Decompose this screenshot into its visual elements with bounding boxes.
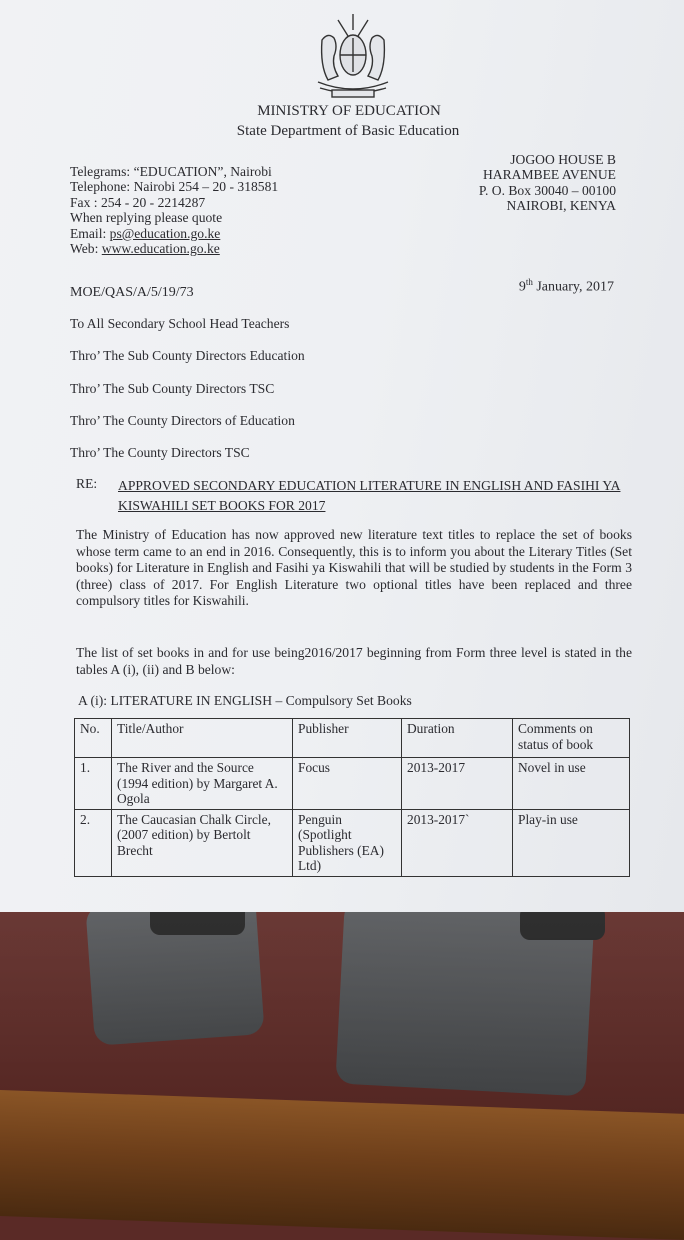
address-line-3: P. O. Box 30040 – 00100 [478,182,616,198]
email-address: ps@education.go.ke [109,225,221,241]
telegrams-line: Telegrams: “EDUCATION”, Nairobi [70,164,272,179]
date-suffix: th [525,277,533,287]
cell-comments: Novel in use [513,758,630,810]
cell-no: 1. [75,758,112,810]
subject-text: APPROVED SECONDARY EDUCATION LITERATURE IN ENGLISH AND FASIHI YA KISWAHILI SET BOOKS FOR 2017 [118,478,621,513]
web-address: www.education.go.ke [101,241,220,257]
postal-address [479,152,616,214]
recipient-line: Thro’ The Sub County Directors Education [70,348,305,363]
table-row [75,758,630,810]
cell-duration: 2013-2017 [402,758,513,810]
recipient-line: Thro’ The County Directors TSC [70,445,250,460]
address-line-1: JOGOO HOUSE B [510,152,616,167]
email-line [70,226,278,241]
department-name: State Department of Basic Education [236,123,460,139]
cell-duration: 2013-2017` [402,809,513,876]
header-publisher: Publisher [293,719,402,758]
cell-title: The River and the Source (1994 edition) by Margaret A. Ogola [112,758,293,810]
reply-line: When replying please quote [70,210,223,226]
cell-no: 2. [75,809,112,876]
cell-title: The Caucasian Chalk Circle, (2007 edition) by Bertolt Brecht [112,809,293,876]
header-duration: Duration [402,719,513,758]
body-paragraph-1: The Ministry of Education has now approved new literature text titles to replace the set of books whose term came to an end in 2016. Consequently, this is to inform you about the Literary Titles (Set books) for Literature in English and Fasihi ya Kiswahili that will be studied by students in the Form 3 (three) class of 2017. For English Literature two optional titles have been replaced and three compulsory titles for Kiswahili. [76,527,632,608]
cell-publisher: Focus [293,758,402,810]
header-comments: Comments on status of book [513,719,630,758]
address-line-2: HARAMBEE AVENUE [482,167,616,183]
set-books-table [74,718,630,877]
cell-publisher: Penguin (Spotlight Publishers (EA) Ltd) [293,809,402,876]
web-label: Web: [70,241,102,257]
fax-line: Fax : 254 - 20 - 2214287 [70,194,206,210]
address-line-4: NAIROBI, KENYA [506,198,616,214]
letter-date [519,277,614,296]
table-header-row [75,719,630,758]
recipient-line: Thro’ The Sub County Directors TSC [70,381,275,396]
telephone-line: Telephone: Nairobi 254 – 20 - 318581 [70,179,279,195]
table-caption: A (i): LITERATURE IN ENGLISH – Compulsory Set Books [78,693,412,708]
email-label: Email: [70,225,110,241]
body-paragraph-2: The list of set books in and for use being2016/2017 beginning from Form three level is stated in the tables A (i), (ii) and B below: [76,645,632,677]
table-row [75,809,630,876]
date-day: 9 [518,279,526,295]
glass-reflection [0,900,684,1120]
reference-number: MOE/QAS/A/5/19/73 [70,285,194,300]
header-no: No. [75,719,112,758]
coat-of-arms-icon [308,10,398,100]
subject-label: RE: [76,476,98,491]
recipient-line: To All Secondary School Head Teachers [70,316,290,331]
recipient-line: Thro’ The County Directors of Education [70,413,295,428]
cell-comments: Play-in use [513,809,630,876]
wooden-frame [0,1090,684,1240]
contact-block [70,164,278,256]
header-title-author: Title/Author [112,719,293,758]
ministry-name: MINISTRY OF EDUCATION [257,103,441,119]
date-rest: January, 2017 [532,279,614,295]
web-line [70,241,278,256]
